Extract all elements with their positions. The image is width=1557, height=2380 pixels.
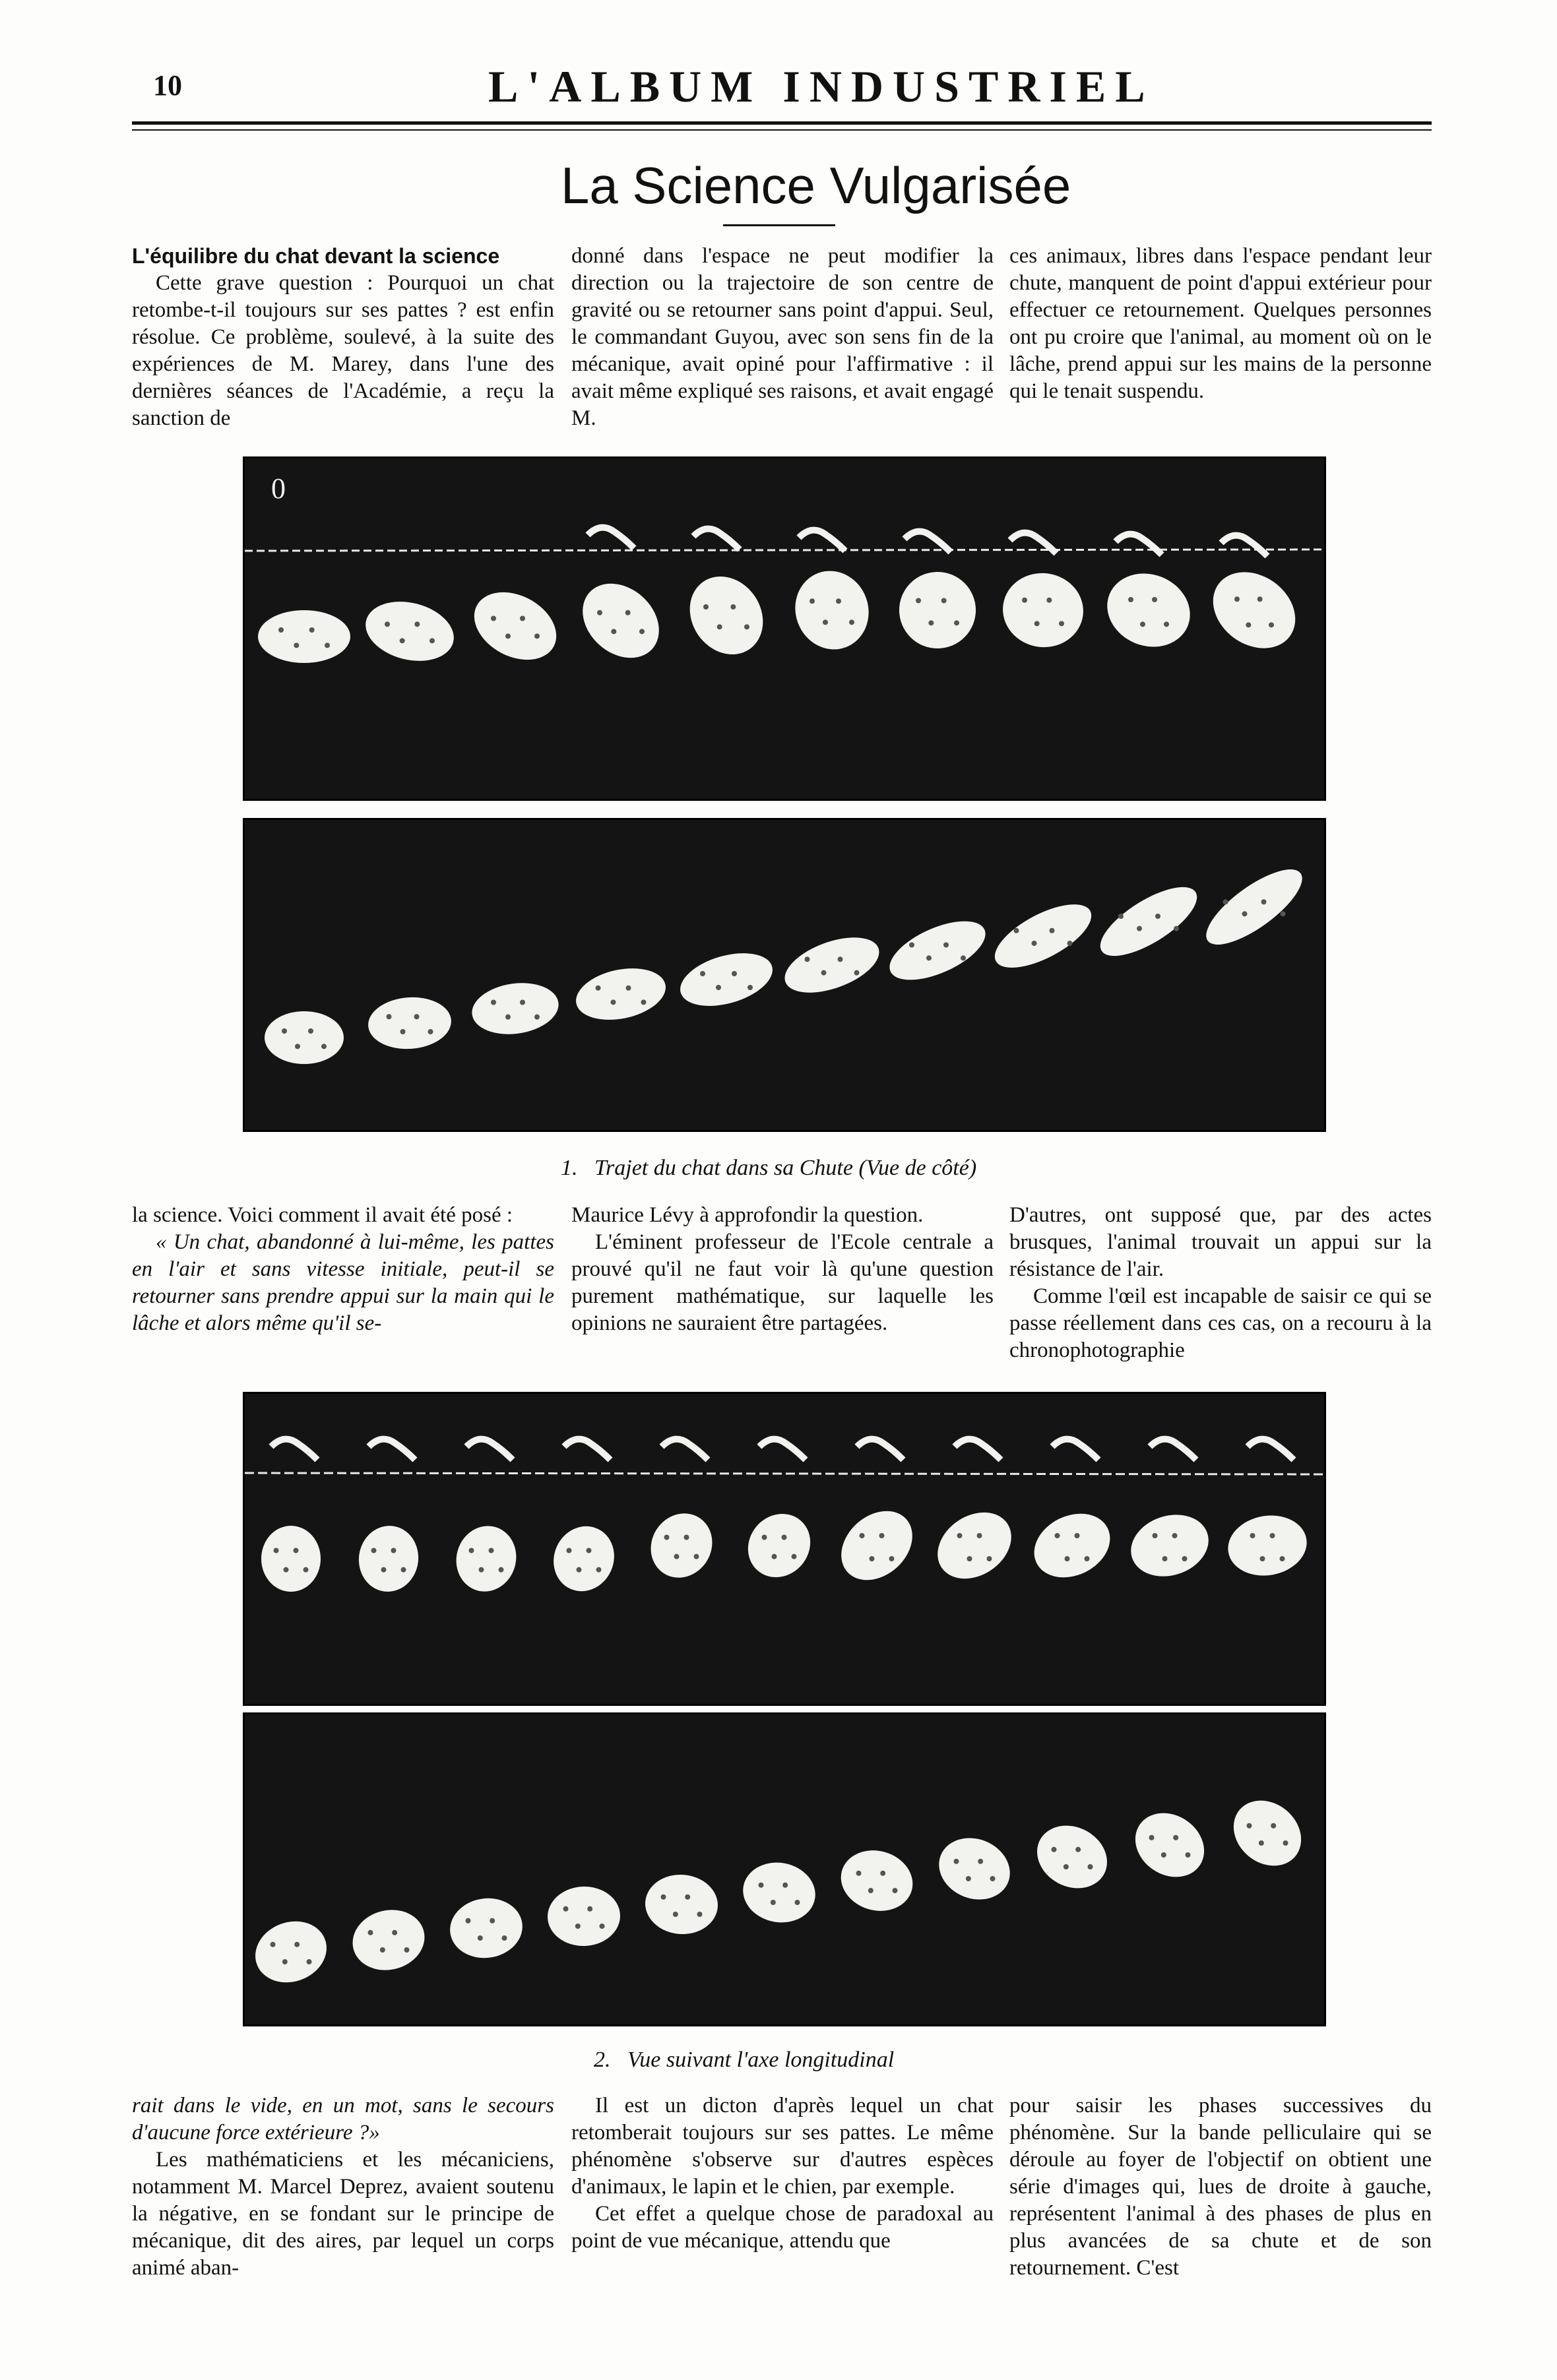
fur-spot <box>1075 1533 1080 1538</box>
paragraph: Comme l'œil est incapable de saisir ce qui se passe réellement dans ces cas, on a recouru à la chronophotographie <box>1009 1284 1432 1362</box>
fur-spot <box>294 642 299 648</box>
fur-spot <box>469 1548 474 1553</box>
chronophotograph-fall-bottom <box>243 818 1326 1132</box>
fur-spot <box>295 1044 300 1049</box>
fur-spot <box>401 1567 406 1573</box>
fur-spot <box>284 1567 289 1573</box>
paragraph: donné dans l'espace ne peut modifier la direction ou la trajectoire de son centre de gravité ou se retourner sans point d'appui. Seul, le commandant Guyou, avec son sens fin de la mécanique, avait opiné pour l'affirmative : il avait même expliqué ses raisons, et avait engagé M. <box>571 244 994 430</box>
fur-spot <box>1067 941 1073 946</box>
fur-spot <box>505 633 511 639</box>
article-column-1-bottom <box>132 2092 554 2282</box>
fur-spot <box>703 604 709 610</box>
chronophotograph-axis-top <box>243 1392 1326 1706</box>
fur-spot <box>926 955 932 960</box>
fur-spot <box>782 1883 788 1888</box>
fur-spot <box>1032 941 1037 946</box>
fur-spot <box>838 956 843 962</box>
fur-spot <box>491 1000 496 1005</box>
fur-spot <box>1172 1533 1178 1538</box>
fur-spot <box>1128 597 1133 602</box>
article-subheading: L'équilibre du chat devant la science <box>132 244 500 268</box>
fur-spot <box>563 1906 569 1912</box>
landing-cat-frame <box>265 1011 344 1064</box>
fur-spot <box>744 624 749 629</box>
fur-spot <box>534 1015 540 1020</box>
fur-spot <box>371 1548 377 1553</box>
chronophotograph-bottom-image <box>245 820 1324 1130</box>
fur-spot <box>849 619 854 625</box>
fur-spot <box>611 629 616 634</box>
fur-spot <box>567 1548 572 1553</box>
fur-spot <box>1046 598 1052 603</box>
fur-spot <box>1174 926 1179 931</box>
fur-spot <box>762 1535 767 1540</box>
fur-spot <box>1161 1852 1166 1858</box>
figure-1-number: 1. <box>561 1156 578 1180</box>
fur-spot <box>664 1535 670 1540</box>
fur-spot <box>909 943 914 948</box>
fur-spot <box>1164 621 1169 627</box>
article-column-1-middle <box>132 1202 554 1337</box>
fur-spot <box>309 627 315 633</box>
page-number: 10 <box>153 69 182 102</box>
fur-spot <box>880 1871 885 1876</box>
chronophotograph-axis-bottom-image <box>245 1714 1324 2024</box>
fur-spot <box>611 999 616 1005</box>
fur-spot <box>674 1554 680 1559</box>
fur-spot <box>490 1918 495 1924</box>
fur-spot <box>1283 1840 1288 1846</box>
fur-spot <box>860 1533 865 1538</box>
fur-spot <box>697 1912 703 1917</box>
fur-spot <box>1140 621 1145 627</box>
fur-spot <box>1065 1556 1070 1561</box>
fur-spot <box>836 598 841 604</box>
fur-spot <box>575 1924 581 1929</box>
chronophotograph-axis-top-image <box>245 1394 1324 1704</box>
paragraph: la science. Voici comment il avait été posé : <box>132 1203 513 1227</box>
fur-spot <box>821 970 827 976</box>
fur-spot <box>625 610 631 615</box>
fur-spot <box>1088 1864 1093 1869</box>
fur-spot <box>478 1935 483 1941</box>
fur-spot <box>1075 1847 1081 1852</box>
header-rule-thin <box>132 129 1432 131</box>
fur-spot <box>294 1942 300 1947</box>
fur-spot <box>941 598 947 604</box>
fur-spot <box>943 943 949 948</box>
fur-spot <box>772 1554 777 1559</box>
fur-spot <box>987 1556 992 1561</box>
fur-spot <box>385 621 390 627</box>
fur-spot <box>730 604 736 610</box>
fur-spot <box>854 970 860 976</box>
article-column-2-bottom <box>571 2092 994 2255</box>
fur-spot <box>429 638 435 643</box>
fur-spot <box>307 1959 312 1964</box>
fur-spot <box>1234 596 1240 602</box>
fur-spot <box>732 971 737 976</box>
fur-spot <box>294 1548 299 1553</box>
fur-spot <box>1280 1556 1285 1561</box>
fur-spot <box>661 1895 666 1900</box>
fur-spot <box>1050 928 1055 933</box>
fur-spot <box>491 616 496 621</box>
fur-spot <box>916 598 921 604</box>
paragraph: Cette grave question : Pourquoi un chat retombe-t-il toujours sur ses pattes ? est enfin résolue. Ce problème, soulevé, à la suite des expériences de M. Marey, dans l'une des dernières séances de l'Académie, a reçu la sanction de <box>132 271 554 430</box>
fur-spot <box>1149 1835 1155 1840</box>
fur-spot <box>716 985 721 990</box>
fur-spot <box>520 616 525 621</box>
fur-spot <box>392 1930 397 1935</box>
fur-spot <box>893 1888 898 1893</box>
article-column-1-top <box>132 243 554 432</box>
fur-spot <box>639 629 645 634</box>
fur-spot <box>990 1876 996 1881</box>
fur-spot <box>414 621 420 627</box>
figure-2-caption-text: Vue suivant l'axe longitudinal <box>627 2048 895 2072</box>
paragraph: D'autres, ont supposé que, par des actes brusques, l'animal trouvait un appui sur la résistance de l'air. <box>1009 1203 1432 1281</box>
quote-paragraph: « Un chat, abandonné à lui-même, les pattes en l'air et sans vitesse initiale, peut-il se retourner sans prendre appui sur la main qui le lâche et alors même qu'il se- <box>132 1230 554 1335</box>
fur-spot <box>966 1876 971 1881</box>
fur-spot <box>954 620 959 625</box>
fur-spot <box>499 1567 504 1573</box>
frame-label: 0 <box>271 472 286 505</box>
article-column-3-middle <box>1009 1202 1432 1364</box>
fur-spot <box>1270 1533 1275 1538</box>
article-column-2-top <box>571 243 994 432</box>
fur-spot <box>771 1900 776 1905</box>
fur-spot <box>782 1535 787 1540</box>
fur-spot <box>368 1930 373 1935</box>
fur-spot <box>792 1554 797 1559</box>
figure-1-caption-text: Trajet du chat dans sa Chute (Vue de côté) <box>594 1156 977 1180</box>
fur-spot <box>1261 899 1267 904</box>
fur-spot <box>1034 621 1040 626</box>
fur-spot <box>596 1567 602 1573</box>
fur-spot <box>977 1533 982 1538</box>
fur-spot <box>391 1548 397 1553</box>
paragraph: Il est un dicton d'après lequel un chat retomberait toujours sur ses pattes. Le même phénomène s'observe sur d'autres espèces d'animaux, le lapin et le chien, par exemple. <box>571 2094 994 2199</box>
fur-spot <box>961 955 966 960</box>
fur-spot <box>700 971 705 976</box>
title-rule <box>723 224 835 226</box>
fur-spot <box>1085 1556 1090 1561</box>
fur-spot <box>303 1567 309 1573</box>
paragraph: ces animaux, libres dans l'espace pendant leur chute, manquent de point d'appui extérieur pour effectuer ce retournement. Quelques personnes ont pu croire que l'animal, au moment où on le lâche, prend appui sur les mains de la personne qui le tenait suspendu. <box>1009 244 1432 403</box>
fur-spot <box>685 1895 690 1900</box>
fur-spot <box>810 598 815 604</box>
fur-spot <box>1246 622 1251 627</box>
fur-spot <box>505 1015 511 1020</box>
fur-spot <box>1052 1847 1057 1852</box>
figure-1-caption <box>561 1156 976 1181</box>
fur-spot <box>308 1028 313 1034</box>
fur-spot <box>587 1906 592 1912</box>
fur-spot <box>823 619 828 625</box>
fur-spot <box>1260 1556 1265 1561</box>
fur-spot <box>502 1935 507 1941</box>
fur-spot <box>673 1912 678 1917</box>
fur-spot <box>520 1000 525 1005</box>
fur-spot <box>759 1883 764 1888</box>
chronophotograph-top-image <box>245 458 1324 799</box>
fur-spot <box>1153 1533 1158 1538</box>
article-column-3-top <box>1009 243 1432 405</box>
fur-spot <box>414 1014 420 1019</box>
fur-spot <box>466 1918 471 1924</box>
fur-spot <box>747 985 753 990</box>
fur-spot <box>1250 1533 1255 1538</box>
fur-spot <box>600 1924 605 1929</box>
fur-spot <box>868 1888 874 1893</box>
fur-spot <box>1022 598 1027 603</box>
fur-spot <box>1223 899 1228 904</box>
fur-spot <box>1186 1852 1191 1858</box>
article-column-2-middle <box>571 1202 994 1337</box>
fur-spot <box>1152 597 1157 602</box>
fur-spot <box>381 1567 387 1573</box>
fur-spot <box>978 1859 983 1864</box>
fur-spot <box>400 1029 406 1034</box>
fur-spot <box>684 1535 689 1540</box>
fur-spot <box>1259 1840 1264 1846</box>
paragraph: Maurice Lévy à approfondir la question. <box>571 1203 924 1227</box>
chronophotograph-fall-top <box>243 456 1326 801</box>
figure-2-number: 2. <box>594 2048 611 2072</box>
axis-cat-frame <box>261 1526 321 1592</box>
fur-spot <box>380 1947 385 1953</box>
fur-spot <box>1281 911 1286 916</box>
fur-spot <box>278 627 284 633</box>
paragraph: L'éminent professeur de l'Ecole centrale a prouvé qu'il ne faut voir là qu'une question purement mathématique, sur laquelle les opinions ne sauraient être partagées. <box>571 1230 994 1335</box>
fur-spot <box>1162 1556 1168 1561</box>
fur-spot <box>400 638 405 643</box>
fur-spot <box>1118 914 1124 919</box>
paragraph: pour saisir les phases successives du phénomène. Sur la bande pelliculaire qui se déroule au foyer de l'objectif on obtient une série d'images qui, lues de droite à gauche, représentent l'animal à des phases de plus en plus avancées de sa chute et de son retournement. C'est <box>1009 2094 1432 2280</box>
paragraph: Cet effet a quelque chose de paradoxal au point de vue mécanique, attendu que <box>571 2202 994 2253</box>
fur-spot <box>577 1567 582 1573</box>
fur-spot <box>479 1567 484 1573</box>
fur-spot <box>1059 621 1064 626</box>
fur-spot <box>1064 1864 1069 1869</box>
fur-spot <box>404 1947 410 1953</box>
falling-cat-frame <box>258 610 350 663</box>
fur-spot <box>282 1959 288 1964</box>
fur-spot <box>641 999 647 1005</box>
fur-spot <box>967 1556 972 1561</box>
fur-spot <box>282 1028 287 1034</box>
fur-spot <box>597 610 602 615</box>
fur-spot <box>321 1044 327 1049</box>
paragraph: Les mathématiciens et les mécaniciens, notamment M. Marcel Deprez, avaient soutenu la négative, en se fondant sur le principe de mécanique, dit des aires, par lequel un corps animé aban- <box>132 2148 554 2280</box>
fur-spot <box>805 956 810 962</box>
fur-spot <box>489 1548 494 1553</box>
fur-spot <box>1271 1823 1276 1829</box>
figure-2-caption <box>594 2048 894 2073</box>
article-column-3-bottom <box>1009 2092 1432 2282</box>
fur-spot <box>1173 1835 1178 1840</box>
fur-spot <box>694 1554 699 1559</box>
fur-spot <box>954 1859 959 1864</box>
fur-spot <box>795 1900 800 1905</box>
fur-spot <box>387 1014 392 1019</box>
fur-spot <box>879 1533 885 1538</box>
fur-spot <box>957 1533 963 1538</box>
fur-spot <box>1182 1556 1188 1561</box>
fur-spot <box>587 1548 592 1553</box>
section-title: La Science Vulgarisée <box>561 156 1071 214</box>
masthead-title: L'ALBUM INDUSTRIEL <box>488 61 1155 111</box>
fur-spot <box>626 986 631 991</box>
fur-spot <box>325 642 330 648</box>
fur-spot <box>534 633 540 639</box>
fur-spot <box>1247 1823 1252 1829</box>
fur-spot <box>428 1029 433 1034</box>
quote-paragraph: rait dans le vide, en un mot, sans le secours d'aucune force extérieure ?» <box>132 2094 554 2145</box>
fur-spot <box>274 1548 279 1553</box>
fur-spot <box>1155 914 1160 919</box>
header-rule <box>132 121 1432 125</box>
fur-spot <box>928 620 934 625</box>
fur-spot <box>270 1942 276 1947</box>
fur-spot <box>1242 911 1248 916</box>
fur-spot <box>1014 928 1019 933</box>
fur-spot <box>596 986 601 991</box>
fur-spot <box>1055 1533 1060 1538</box>
fur-spot <box>1137 926 1142 931</box>
fur-spot <box>1257 596 1263 602</box>
chronophotograph-axis-bottom <box>243 1712 1326 2026</box>
fur-spot <box>870 1556 875 1561</box>
fur-spot <box>1269 622 1274 627</box>
fur-spot <box>889 1556 895 1561</box>
fur-spot <box>717 624 722 629</box>
fur-spot <box>856 1871 862 1876</box>
